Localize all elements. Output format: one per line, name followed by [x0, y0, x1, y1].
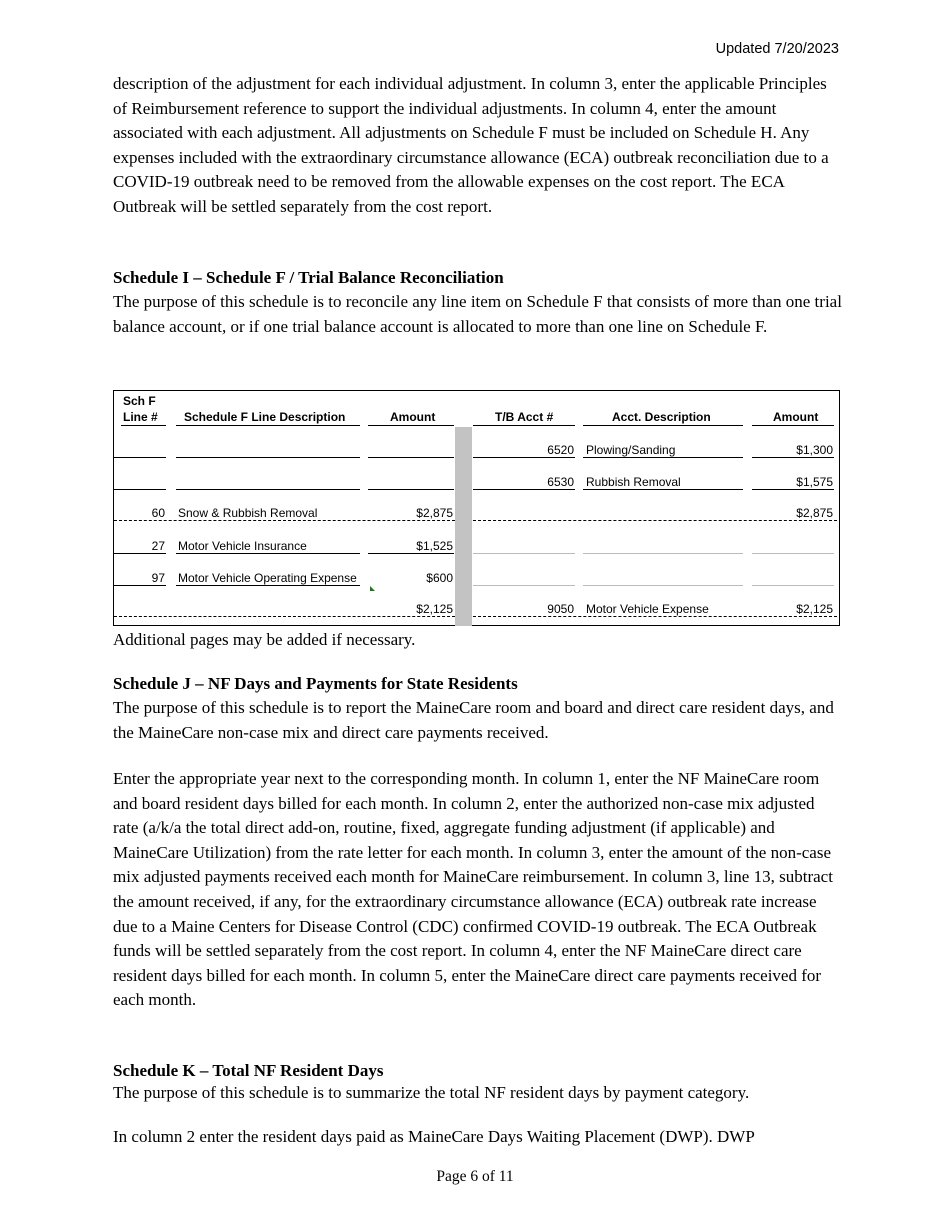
updated-date: Updated 7/20/2023: [715, 41, 839, 57]
table-row-2-amount2: $1,575: [796, 475, 833, 489]
schedule-j-text-2: Enter the appropriate year next to the corresponding month. In column 1, enter the NF MaineCare room and board resident days billed for each month. In column 2, enter the authorized non-case mix adjusted rate (a/k/a the total direct add-on, routine, fixed, aggregate funding adjustment (if applicable) and MaineCare Utilization) from the rate letter for each month. In column 3, enter the amount of the non-case mix adjusted payments received each month for MaineCare reimbursement. In column 3, line 13, subtract the amount received, if any, for the extraordinary circumstance allowance (ECA) outbreak rate increase due to a Maine Centers for Disease Control (CDC) confirmed COVID-19 outbreak. The ECA Outbreak funds will be settled separately from the cost report. In column 4, enter the NF MaineCare direct care resident days billed for each month. In column 5, enter the MaineCare direct care payments received for each month.: [113, 769, 833, 1010]
reconciliation-table: [113, 390, 840, 626]
table-row-4-amount: $1,525: [416, 539, 453, 553]
header-tb-acct: T/B Acct #: [495, 410, 554, 424]
schedule-k-text-2: In column 2 enter the resident days paid as MaineCare Days Waiting Placement (DWP). DWP: [113, 1127, 755, 1146]
header-description: Schedule F Line Description: [184, 410, 346, 424]
table-row-3-line: 60: [151, 506, 165, 520]
column-separator: [455, 427, 472, 626]
intro-paragraph: description of the adjustment for each individual adjustment. In column 3, enter the applicable Principles of Reimbursement reference to support the individual adjustments. In column 4, enter the amount associated with each adjustment. All adjustments on Schedule F must be included on Schedule H. Any expenses included with the extraordinary circumstance allowance (ECA) outbreak reconciliation due to a COVID-19 outbreak need to be removed from the allowable expenses on the cost report. The ECA Outbreak will be settled separately from the cost report.: [113, 74, 829, 216]
header-acct-description: Acct. Description: [612, 410, 711, 424]
schedule-k-heading: Schedule K – Total NF Resident Days: [113, 1061, 384, 1080]
table-row-6-tb: 9050: [547, 602, 574, 616]
table-row-2-tb: 6530: [547, 475, 574, 489]
additional-pages-note: Additional pages may be added if necessary.: [113, 630, 416, 649]
schedule-i-heading: Schedule I – Schedule F / Trial Balance Reconciliation: [113, 268, 504, 287]
header-line-num: Line #: [123, 410, 158, 424]
header-amount: Amount: [390, 410, 436, 424]
table-row-4-desc: Motor Vehicle Insurance: [178, 539, 307, 553]
table-row-3-amount: $2,875: [416, 506, 453, 520]
cell-comment-marker: [370, 586, 375, 591]
table-row-1-tb: 6520: [547, 443, 574, 457]
table-row-6-amount: $2,125: [416, 602, 453, 616]
table-row-1-amount2: $1,300: [796, 443, 833, 457]
table-row-5-desc: Motor Vehicle Operating Expense: [178, 571, 357, 585]
table-row-3-desc: Snow & Rubbish Removal: [178, 506, 318, 520]
table-row-3-amount2: $2,875: [796, 506, 833, 520]
table-row-4-line: 27: [151, 539, 165, 553]
header-sch-f: Sch F: [123, 394, 156, 408]
table-row-1-acct-desc: Plowing/Sanding: [586, 443, 676, 457]
table-row-2-acct-desc: Rubbish Removal: [586, 475, 681, 489]
table-row-6-acct-desc: Motor Vehicle Expense: [586, 602, 709, 616]
page-number: Page 6 of 11: [436, 1168, 514, 1185]
schedule-i-text: The purpose of this schedule is to reconcile any line item on Schedule F that consists of more than one trial balance account, or if one trial balance account is allocated to more than one line on Schedule F.: [113, 292, 842, 336]
schedule-j-text-1: The purpose of this schedule is to report the MaineCare room and board and direct care resident days, and the MaineCare non-case mix and direct care payments received.: [113, 698, 834, 742]
table-row-5-amount: $600: [426, 571, 453, 585]
schedule-j-heading: Schedule J – NF Days and Payments for State Residents: [113, 674, 518, 693]
header-amount-2: Amount: [773, 410, 819, 424]
schedule-k-text-1: The purpose of this schedule is to summarize the total NF resident days by payment category.: [113, 1083, 750, 1102]
table-row-6-amount2: $2,125: [796, 602, 833, 616]
table-row-5-line: 97: [151, 571, 165, 585]
